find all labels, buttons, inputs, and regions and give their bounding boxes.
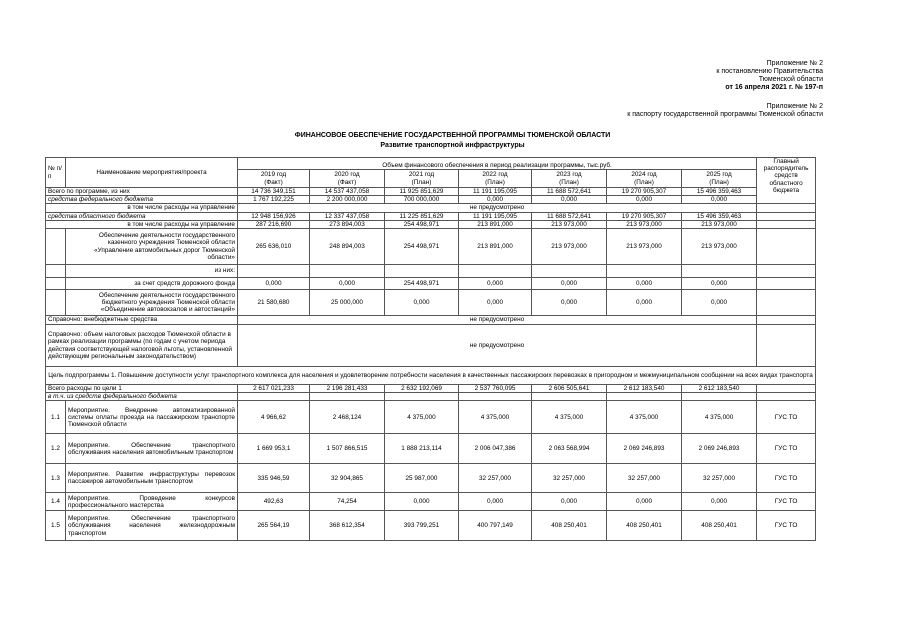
table-row: Всего по программе, из них 14 736 349,151 14 537 437,058 11 925 851,629 11 191 195,095 11 688 572,641 19 270 905,307 15 496 359,463 (46, 188, 816, 196)
appendix-line: Приложение № 2 (766, 60, 823, 67)
finance-table (45, 157, 816, 541)
year-header: 2024 год (План) (607, 170, 682, 188)
document-subtitle: Развитие транспортной инфраструктуры (380, 142, 525, 149)
measure-row: 1.5 Мероприятие. Обеспечение транспортного обслуживания населения железнодорожным транспортом 265 564,19 368 612,354 393 799,251 400 797,149 408 250,401 408 250,401 408 250,401 ГУС ТО (46, 511, 816, 541)
year-header: 2025 год (План) (682, 170, 757, 188)
table-row: в том числе расходы на управление не предусмотрено (46, 204, 816, 212)
table-row: Справочно: внебюджетные средства не предусмотрено (46, 316, 816, 325)
appendix-line: Тюменской области (758, 76, 823, 83)
appendix-header (716, 60, 823, 92)
table-row: из них: (46, 265, 816, 278)
col-manager-header: Главный распорядитель средств областного бюджета (757, 158, 816, 204)
year-header: 2019 год (Факт) (238, 170, 310, 188)
measure-row: 1.2 Мероприятие. Обеспечение транспортного обслуживания населения автомобильным транспортом 1 669 953,1 1 507 866,515 1 888 213,114 2 006 047,386 2 063 568,994 2 069 246,893 2 069 246,893 ГУС ТО (46, 434, 816, 464)
year-header: 2020 год (Факт) (310, 170, 385, 188)
year-header: 2023 год (План) (532, 170, 607, 188)
goal-row: Цель подпрограммы 1. Повышение доступности услуг транспортного комплекса для населения и удовлетворение потребности населения в качественных пассажирских перевозках в пригородном и межмуниципальном сообщении на всех видах транспорта (46, 367, 816, 385)
table-row: Обеспечение деятельности государственного бюджетного учреждения Тюменской области «Объединение автовокзалов и автостанций» 21 580,680 25 000,000 0,000 0,000 0,000 0,000 0,000 (46, 290, 816, 316)
table-row: в том числе расходы на управление 287 216,690 273 894,003 254 498,971 213 891,000 213 973,000 213 973,000 213 973,000 (46, 220, 816, 228)
measure-row: 1.4 Мероприятие. Проведение конкурсов профессионального мастерства 492,63 74,254 0,000 0,000 0,000 0,000 0,000 ГУС ТО (46, 493, 816, 511)
col-name-header: Наименование мероприятия/проекта (66, 158, 238, 188)
table-row: Обеспечение деятельности государственного казенного учреждения Тюменской области «Управление автомобильных дорог Тюменской области» 265 636,010 248 894,003 254 498,971 213 891,000 213 973,000 213 973,000 213 973,000 (46, 229, 816, 265)
appendix-line: к постановлению Правительства (716, 68, 823, 75)
year-header: 2021 год (План) (385, 170, 459, 188)
col-volume-header: Объем финансового обеспечения в период реализации программы, тыс.руб. (238, 158, 757, 170)
col-num-header: № п/п (46, 158, 66, 188)
table-row: за счет средств дорожного фонда 0,000 0,000 254 498,971 0,000 0,000 0,000 0,000 (46, 278, 816, 290)
table-row: в т.ч. из средств федерального бюджета (46, 393, 816, 401)
measure-row: 1.1 Мероприятие. Внедрение автоматизированной системы оплаты проезда на пассажирском транспорте Тюменской области 4 966,62 2 468,124 4 375,000 4 375,000 4 375,000 4 375,000 4 375,000 ГУС ТО (46, 401, 816, 434)
table-row: Всего расходы по цели 1 2 617 021,233 2 196 281,433 2 632 192,069 2 537 760,095 2 606 505,641 2 612 183,540 2 612 183,540 (46, 385, 816, 393)
table-row: средства областного бюджета 12 948 156,926 12 337 437,058 11 225 851,629 11 191 195,095 11 688 572,641 19 270 905,307 15 496 359,463 (46, 212, 816, 220)
year-header: 2022 год (План) (459, 170, 532, 188)
measure-row: 1.3 Мероприятие. Развитие инфраструктуры перевозок пассажиров автомобильным транспортом 335 946,59 32 904,865 25 987,000 32 257,000 32 257,000 32 257,000 32 257,000 ГУС ТО (46, 464, 816, 493)
appendix-line: от 16 апреля 2021 г. № 197-п (725, 84, 823, 91)
appendix-line: к паспорту государственной программы Тюменской области (627, 111, 823, 118)
table-row: Справочно: объем налоговых расходов Тюменской области в рамках реализации программы (по годам с учетом периода действия соответствующей налоговой льготы, установленной действующим региональным законодательством) не предусмотрено (46, 325, 816, 367)
document-title: ФИНАНСОВОЕ ОБЕСПЕЧЕНИЕ ГОСУДАРСТВЕННОЙ ПРОГРАММЫ ТЮМЕНСКОЙ ОБЛАСТИ (294, 132, 611, 139)
passport-header (627, 103, 823, 119)
table-row: средства федерального бюджета 1 767 192,225 2 200 000,000 700 000,000 0,000 0,000 0,000 0,000 (46, 196, 816, 204)
appendix-line: Приложение № 2 (766, 103, 823, 110)
